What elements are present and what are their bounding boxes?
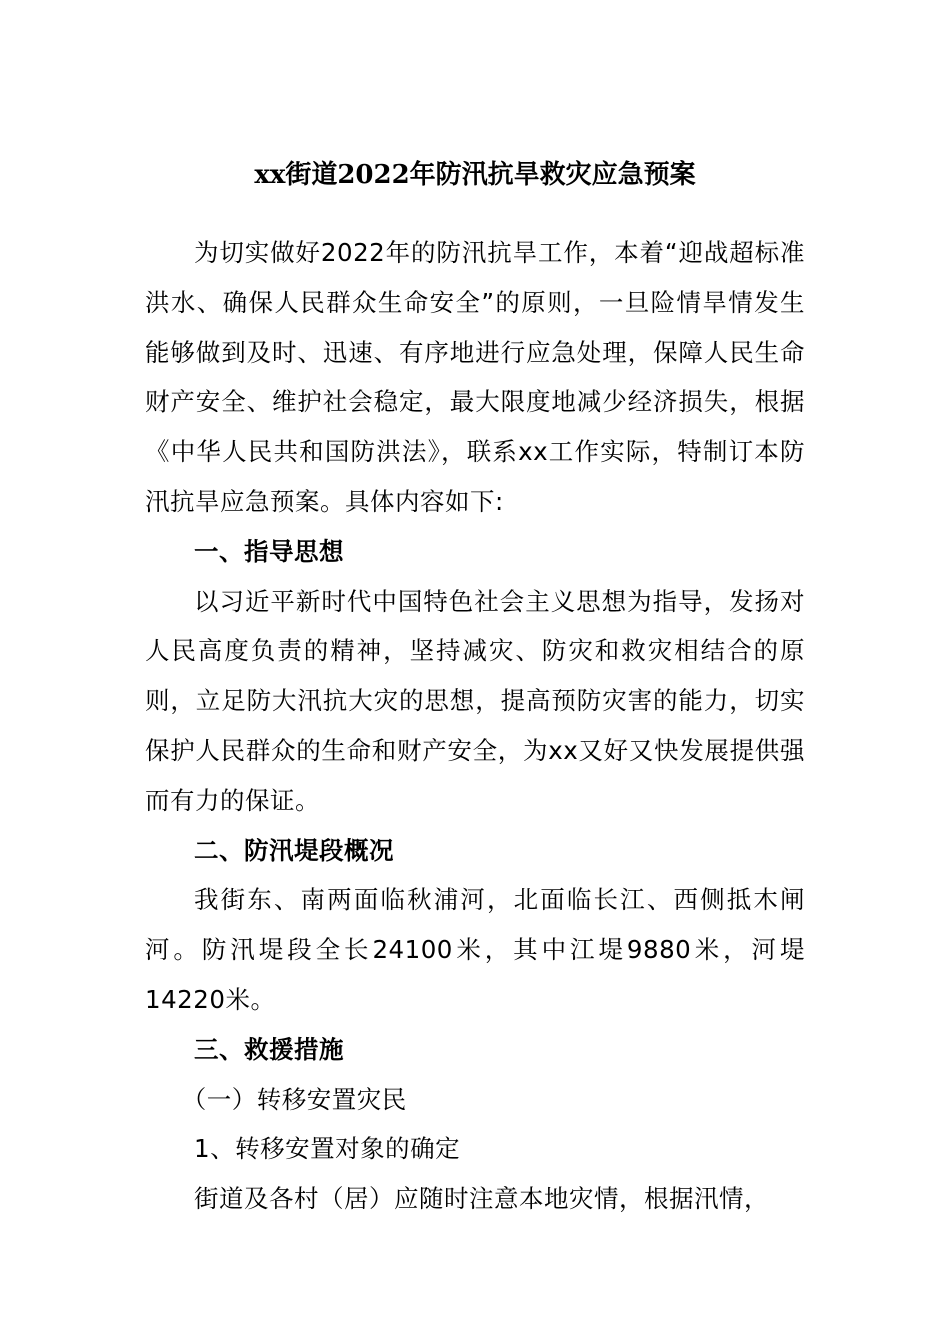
document-title: xx街道2022年防汛抗旱救灾应急预案 bbox=[254, 160, 696, 190]
guiding-ideology-paragraph: 以习近平新时代中国特色社会主义思想为指导，发扬对人民高度负责的精神，坚持减灾、防灾和救灾相结合的原则，立足防大汛抗大灾的思想，提高预防灾害的能力，切实保护人民群众的生命和财产安全，为xx又好又快发展提供强而有力的保证。 bbox=[145, 586, 805, 815]
section-heading-levee-overview: 二、防汛堤段概况 bbox=[194, 835, 394, 865]
section-heading-rescue-measures: 三、救援措施 bbox=[194, 1034, 344, 1064]
document-body bbox=[145, 228, 805, 1224]
subsection-heading-relocation: （一）转移安置灾民 bbox=[181, 1084, 407, 1114]
intro-paragraph: 为切实做好2022年的防汛抗旱工作，本着“迎战超标准洪水、确保人民群众生命安全”的原则，一旦险情旱情发生能够做到及时、迅速、有序地进行应急处理，保障人民生命财产安全、维护社会稳定，最大限度地减少经济损失，根据《中华人民共和国防洪法》，联系xx工作实际，特制订本防汛抗旱应急预案。具体内容如下: bbox=[145, 238, 805, 516]
relocation-targets-paragraph: 街道及各村（居）应随时注意本地灾情，根据汛情， bbox=[194, 1184, 769, 1214]
section-heading-guiding-ideology: 一、指导思想 bbox=[194, 536, 344, 566]
item-heading-relocation-targets: 1、转移安置对象的确定 bbox=[194, 1134, 461, 1164]
levee-overview-paragraph: 我街东、南两面临秋浦河，北面临长江、西侧抵木闸河。防汛堤段全长24100米，其中江堤9880米，河堤14220米。 bbox=[145, 885, 805, 1014]
